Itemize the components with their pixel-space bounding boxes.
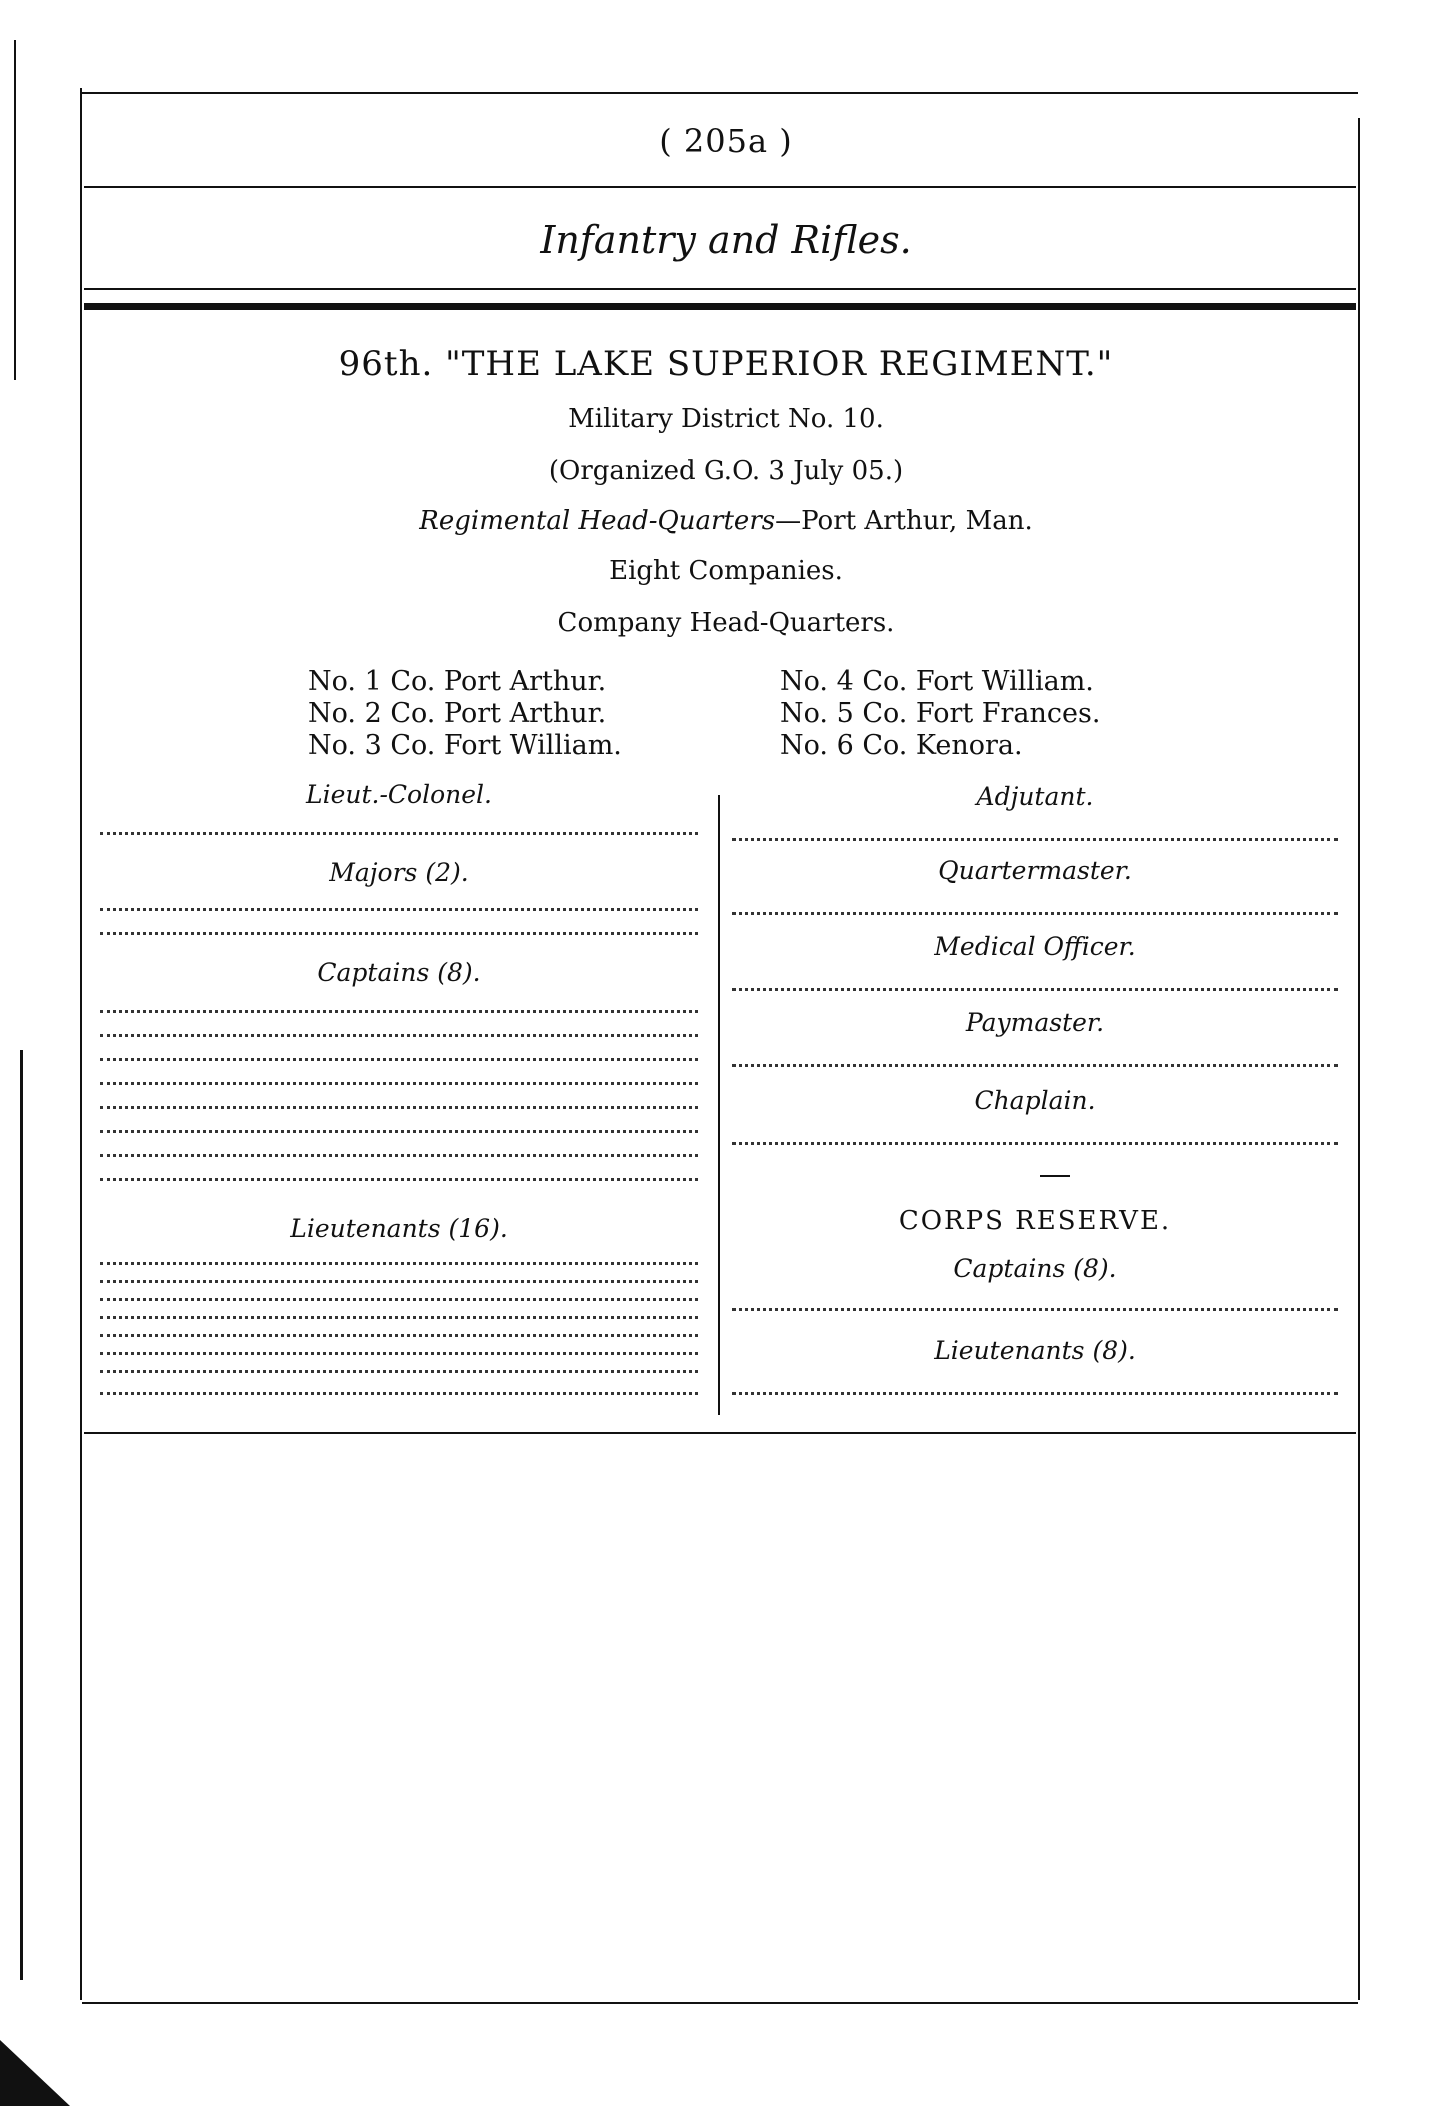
entry-line: [100, 1262, 698, 1265]
bottom-rule: [82, 2002, 1358, 2004]
scan-edge-mark: [14, 40, 16, 380]
regiment-title: 96th. "THE LAKE SUPERIOR REGIMENT.": [338, 344, 1114, 384]
company-list-right: [780, 666, 1100, 762]
entry-line: [100, 1034, 698, 1037]
entry-line: [732, 838, 1338, 841]
entry-line: [100, 908, 698, 911]
entry-line: [100, 1010, 698, 1013]
hq-value: —Port Arthur, Man.: [775, 506, 1033, 536]
corps-reserve-heading: CORPS RESERVE.: [898, 1206, 1172, 1236]
list-item: No. 5 Co. Fort Frances.: [780, 698, 1101, 729]
section-title: Infantry and Rifles.: [540, 218, 912, 262]
top-rule: [80, 92, 1358, 94]
chaplain-label: Chaplain.: [974, 1086, 1096, 1115]
reserve-lieutenants-label: Lieutenants (8).: [934, 1336, 1136, 1365]
page-number: ( 205a ): [659, 122, 793, 160]
entry-line: [732, 912, 1338, 915]
company-hq-heading: Company Head-Quarters.: [557, 608, 895, 638]
list-item: No. 2 Co. Port Arthur.: [308, 698, 607, 729]
company-list-left: [308, 666, 622, 762]
table-end-rule: [84, 1432, 1356, 1434]
entry-line: [100, 1392, 698, 1395]
entry-line: [732, 1392, 1338, 1395]
entry-line: [100, 1130, 698, 1133]
section-thick-rule: [84, 303, 1356, 310]
organized-note: (Organized G.O. 3 July 05.): [548, 456, 904, 486]
column-divider: [718, 795, 720, 1415]
paymaster-label: Paymaster.: [965, 1008, 1105, 1037]
entry-line: [100, 1058, 698, 1061]
lieutenants-label: Lieutenants (16).: [290, 1214, 508, 1243]
section-thin-rule: [84, 288, 1356, 290]
entry-line: [732, 1308, 1338, 1311]
entry-line: [100, 1178, 698, 1181]
quartermaster-label: Quartermaster.: [938, 856, 1132, 885]
scan-edge-mark: [20, 1050, 23, 1980]
reserve-separator: [1040, 1175, 1070, 1177]
entry-line: [100, 1154, 698, 1157]
adjutant-label: Adjutant.: [976, 782, 1094, 811]
page-border-right: [1358, 118, 1360, 2000]
majors-label: Majors (2).: [329, 858, 469, 887]
entry-line: [732, 1142, 1338, 1145]
military-district: Military District No. 10.: [568, 404, 884, 434]
medical-officer-label: Medical Officer.: [934, 932, 1136, 961]
reserve-captains-label: Captains (8).: [953, 1254, 1117, 1283]
entry-line: [732, 1064, 1338, 1067]
entry-line: [100, 1370, 698, 1373]
entry-line: [100, 1298, 698, 1301]
captains-label: Captains (8).: [317, 958, 481, 987]
companies-count: Eight Companies.: [609, 556, 843, 586]
entry-line: [100, 932, 698, 935]
list-item: No. 1 Co. Port Arthur.: [308, 666, 607, 697]
lieut-colonel-label: Lieut.-Colonel.: [306, 780, 492, 809]
entry-line: [100, 1334, 698, 1337]
entry-line: [100, 832, 698, 835]
entry-line: [732, 988, 1338, 991]
list-item: No. 3 Co. Fort William.: [308, 730, 622, 761]
hq-label: Regimental Head-Quarters: [419, 506, 776, 536]
entry-line: [100, 1106, 698, 1109]
regimental-hq: [0, 506, 1452, 536]
entry-line: [100, 1280, 698, 1283]
page-number-rule: [84, 186, 1356, 188]
entry-line: [100, 1352, 698, 1355]
entry-line: [100, 1316, 698, 1319]
scan-corner-shadow: [0, 2040, 70, 2106]
list-item: No. 4 Co. Fort William.: [780, 666, 1094, 697]
list-item: No. 6 Co. Kenora.: [780, 730, 1023, 761]
entry-line: [100, 1082, 698, 1085]
